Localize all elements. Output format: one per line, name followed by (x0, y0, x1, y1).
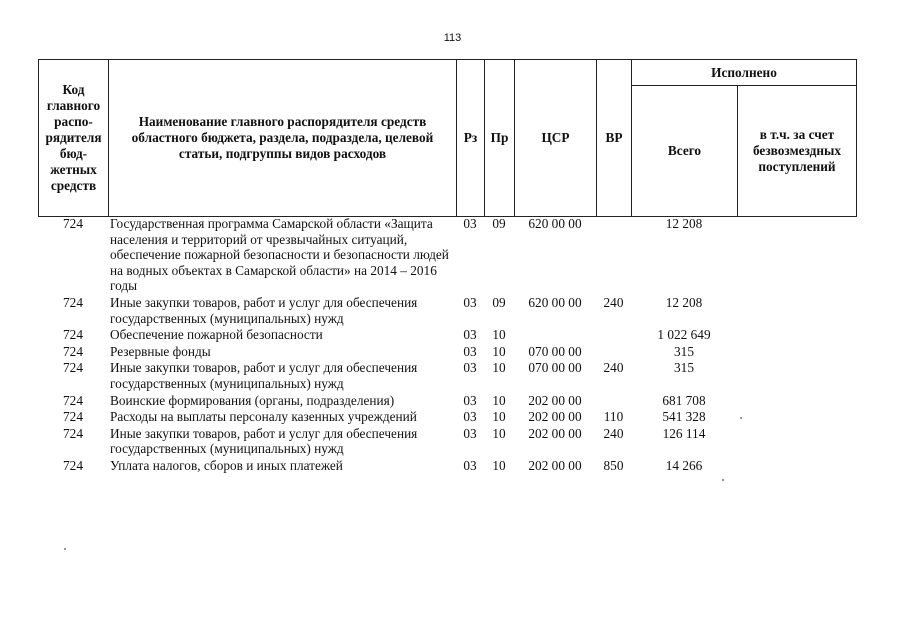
cell-vr: 110 (603, 409, 624, 425)
cell-rz: 03 (463, 216, 477, 231)
cell-csr: 202 00 00 (528, 392, 582, 408)
scan-speck (722, 479, 724, 481)
cell-free (737, 295, 856, 327)
header-code: Код главного распо-рядителя бюд-жетных средств (39, 60, 109, 217)
table-row (38, 216, 856, 295)
cell-vr (596, 216, 631, 295)
cell-csr: 070 00 00 (528, 343, 582, 359)
cell-vr: 240 (603, 360, 624, 376)
cell-free (737, 458, 856, 475)
header-total: Всего (632, 86, 738, 217)
cell-csr: 070 00 00 (528, 360, 582, 376)
cell-csr (514, 327, 596, 344)
cell-csr: 620 00 00 (528, 294, 582, 310)
table-row (38, 426, 856, 458)
cell-rz: 03 (463, 425, 477, 441)
cell-pr: 10 (492, 457, 506, 473)
cell-code: 724 (63, 392, 83, 408)
table-row (38, 393, 856, 410)
cell-name: Воинские формирования (органы, подразделения) (110, 392, 395, 408)
cell-code: 724 (63, 360, 83, 376)
cell-pr: 10 (492, 425, 506, 441)
cell-name: Иные закупки товаров, работ и услуг для обеспечения государственных (муниципальных) нужд (110, 360, 418, 391)
cell-name: Иные закупки товаров, работ и услуг для обеспечения государственных (муниципальных) нужд (110, 294, 418, 326)
cell-code: 724 (63, 457, 83, 473)
cell-rz: 03 (463, 327, 477, 343)
cell-name: Государственная программа Самарской области «Защита населения и территорий от чрезвычайных ситуаций, обеспечение пожарной безопасности и безопасности людей на водных объектах в Самарской области» на 2014 – 2016 годы (110, 216, 449, 294)
cell-free (737, 216, 856, 295)
cell-rz: 03 (463, 294, 477, 310)
cell-pr: 10 (492, 360, 506, 376)
cell-rz: 03 (463, 360, 477, 376)
cell-total: 541 328 (662, 409, 706, 425)
cell-pr: 10 (492, 409, 506, 425)
table-row (38, 409, 856, 426)
cell-free (737, 360, 856, 392)
cell-csr: 620 00 00 (528, 216, 582, 231)
page-number: 113 (443, 32, 462, 44)
cell-rz: 03 (463, 457, 477, 473)
cell-csr: 202 00 00 (528, 425, 582, 441)
cell-total: 12 208 (665, 294, 703, 310)
cell-total: 1 022 649 (657, 327, 711, 343)
cell-vr (596, 344, 631, 361)
header-name: Наименование главного распорядителя средств областного бюджета, раздела, подраздела, целевой статьи, подгруппы видов расходов (109, 60, 457, 217)
cell-vr: 850 (603, 457, 624, 473)
cell-name: Обеспечение пожарной безопасности (110, 327, 323, 343)
cell-csr: 202 00 00 (528, 409, 582, 425)
table-body (38, 216, 856, 475)
cell-pr: 10 (492, 392, 506, 408)
header-pr: Пр (485, 60, 515, 217)
cell-name: Расходы на выплаты персоналу казенных учреждений (110, 409, 417, 425)
cell-total: 315 (674, 360, 694, 376)
scan-speck (740, 417, 742, 419)
header-executed: Исполнено (632, 60, 857, 86)
cell-vr (596, 393, 631, 410)
scan-speck (64, 548, 66, 550)
cell-total: 12 208 (665, 216, 703, 231)
cell-code: 724 (63, 343, 83, 359)
cell-total: 315 (674, 343, 694, 359)
cell-code: 724 (63, 216, 83, 231)
cell-free (737, 344, 856, 361)
table-row (38, 327, 856, 344)
header-vr: ВР (597, 60, 632, 217)
cell-code: 724 (63, 327, 83, 343)
cell-free (737, 409, 856, 426)
cell-csr: 202 00 00 (528, 457, 582, 473)
header-csr: ЦСР (515, 60, 597, 217)
cell-pr: 09 (492, 216, 506, 231)
table-row (38, 344, 856, 361)
header-free: в т.ч. за счет безвозмездных поступлений (738, 86, 857, 217)
cell-code: 724 (63, 425, 83, 441)
cell-vr: 240 (603, 294, 624, 310)
cell-pr: 10 (492, 343, 506, 359)
cell-free (737, 426, 856, 458)
table-header (38, 59, 857, 217)
cell-free (737, 327, 856, 344)
cell-name: Уплата налогов, сборов и иных платежей (110, 457, 343, 473)
cell-rz: 03 (463, 409, 477, 425)
cell-vr (596, 327, 631, 344)
cell-rz: 03 (463, 343, 477, 359)
table-row (38, 360, 856, 392)
cell-rz: 03 (463, 392, 477, 408)
cell-total: 126 114 (662, 425, 706, 441)
cell-code: 724 (63, 294, 83, 310)
cell-pr: 09 (492, 294, 506, 310)
cell-vr: 240 (603, 425, 624, 441)
cell-free (737, 393, 856, 410)
table-row (38, 458, 856, 475)
cell-total: 14 266 (665, 457, 703, 473)
cell-code: 724 (63, 409, 83, 425)
header-rz: Рз (457, 60, 485, 217)
cell-pr: 10 (492, 327, 506, 343)
table-row (38, 295, 856, 327)
cell-total: 681 708 (662, 392, 706, 408)
cell-name: Резервные фонды (110, 343, 211, 359)
cell-name: Иные закупки товаров, работ и услуг для обеспечения государственных (муниципальных) нужд (110, 425, 418, 457)
